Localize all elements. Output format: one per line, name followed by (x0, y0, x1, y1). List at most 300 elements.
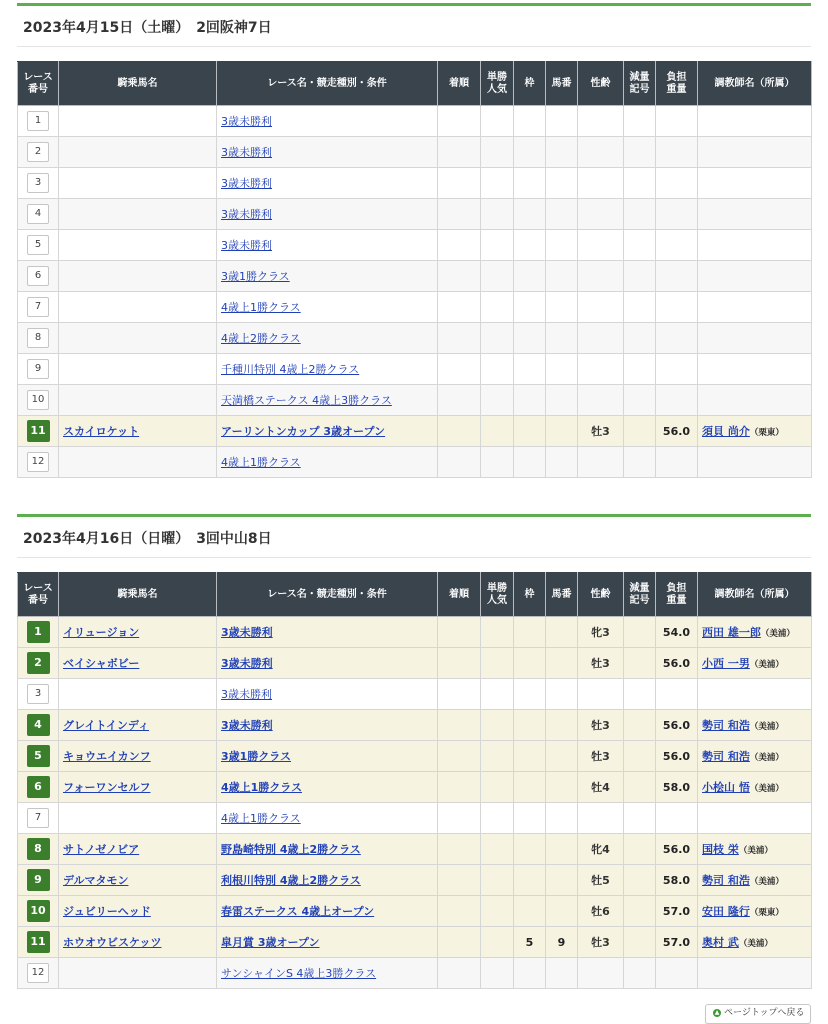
reduction-cell (624, 865, 656, 896)
day-section-1 (17, 3, 811, 47)
reduction-cell (624, 927, 656, 958)
reduction-cell (624, 168, 656, 199)
trainer-cell (698, 927, 812, 958)
race-number-badge: 2 (27, 142, 49, 162)
sex-age-cell (578, 803, 624, 834)
race-name-cell (217, 710, 438, 741)
weight-cell (656, 354, 698, 385)
trainer-link[interactable]: 小西 一男 (702, 657, 750, 670)
header-reduction: 減量 記号 (624, 573, 656, 617)
race-number-cell (18, 772, 59, 803)
race-number-cell (18, 292, 59, 323)
race-name-link[interactable]: 3歳未勝利 (221, 688, 272, 701)
race-name-cell (217, 385, 438, 416)
header-trainer: 調教師名（所属） (698, 573, 812, 617)
waku-cell (514, 834, 546, 865)
weight-cell (656, 168, 698, 199)
waku-cell (514, 230, 546, 261)
race-name-cell (217, 834, 438, 865)
waku-cell (514, 958, 546, 989)
header-sex-age: 性齢 (578, 573, 624, 617)
race-number-cell (18, 803, 59, 834)
race-name-link[interactable]: 春雷ステークス 4歳上オープン (221, 905, 375, 918)
popularity-cell (481, 137, 514, 168)
race-name-cell (217, 106, 438, 137)
popularity-cell (481, 648, 514, 679)
trainer-cell (698, 958, 812, 989)
weight-cell (656, 199, 698, 230)
race-name-link[interactable]: 天満橋ステークス 4歳上3勝クラス (221, 394, 392, 407)
race-number-cell (18, 323, 59, 354)
popularity-cell (481, 865, 514, 896)
waku-cell (514, 447, 546, 478)
header-race-name: レース名・競走種別・条件 (217, 62, 438, 106)
table-row (18, 106, 812, 137)
section-title: 2023年4月15日（土曜） 2回阪神7日 (17, 6, 811, 47)
trainer-affiliation: （美浦） (749, 722, 784, 732)
race-number-cell (18, 865, 59, 896)
header-sex-age: 性齢 (578, 62, 624, 106)
popularity-cell (481, 416, 514, 447)
table-row (18, 710, 812, 741)
popularity-cell (481, 679, 514, 710)
popularity-cell (481, 261, 514, 292)
race-number-badge: 6 (27, 266, 49, 286)
popularity-cell (481, 354, 514, 385)
umaban-cell: 9 (546, 927, 578, 958)
waku-cell (514, 168, 546, 199)
waku-cell (514, 648, 546, 679)
result-cell (438, 834, 481, 865)
waku-cell: 5 (514, 927, 546, 958)
trainer-cell (698, 447, 812, 478)
reduction-cell (624, 137, 656, 168)
table-row (18, 137, 812, 168)
reduction-cell (624, 261, 656, 292)
race-number-cell (18, 416, 59, 447)
reduction-cell (624, 292, 656, 323)
race-number-cell (18, 896, 59, 927)
race-number-cell (18, 354, 59, 385)
sex-age-cell: 牡3 (578, 927, 624, 958)
race-number-cell (18, 106, 59, 137)
header-umaban: 馬番 (546, 62, 578, 106)
horse-name-link[interactable]: イリュージョン (63, 626, 140, 639)
result-cell (438, 416, 481, 447)
popularity-cell (481, 741, 514, 772)
race-number-badge: 12 (27, 963, 49, 983)
umaban-cell (546, 354, 578, 385)
reduction-cell (624, 679, 656, 710)
horse-name-cell (59, 137, 217, 168)
result-cell (438, 292, 481, 323)
race-number-cell (18, 648, 59, 679)
horse-name-cell (59, 447, 217, 478)
race-name-cell (217, 896, 438, 927)
race-number-badge: 10 (27, 900, 50, 922)
weight-cell (656, 447, 698, 478)
reduction-cell (624, 416, 656, 447)
horse-name-cell (59, 106, 217, 137)
horse-name-cell (59, 354, 217, 385)
race-name-cell (217, 772, 438, 803)
arrow-up-icon: ▲ (714, 1008, 720, 1016)
weight-cell: 56.0 (656, 741, 698, 772)
weight-cell (656, 230, 698, 261)
table-row (18, 772, 812, 803)
trainer-link[interactable]: 国枝 栄 (702, 843, 739, 856)
header-popularity: 単勝 人気 (481, 573, 514, 617)
waku-cell (514, 292, 546, 323)
reduction-cell (624, 896, 656, 927)
trainer-link[interactable]: 勢司 和浩 (702, 719, 750, 732)
umaban-cell (546, 679, 578, 710)
header-horse: 騎乗馬名 (59, 573, 217, 617)
horse-name-cell (59, 896, 217, 927)
race-number-badge: 7 (27, 808, 49, 828)
result-cell (438, 865, 481, 896)
horse-name-cell (59, 865, 217, 896)
race-number-badge: 11 (27, 931, 50, 953)
trainer-cell (698, 772, 812, 803)
trainer-cell (698, 385, 812, 416)
race-number-badge: 10 (27, 390, 49, 410)
umaban-cell (546, 648, 578, 679)
table-row (18, 617, 812, 648)
header-popularity: 単勝 人気 (481, 62, 514, 106)
sex-age-cell: 牡5 (578, 865, 624, 896)
race-number-badge: 3 (27, 173, 49, 193)
header-result: 着順 (438, 573, 481, 617)
sex-age-cell: 牡6 (578, 896, 624, 927)
umaban-cell (546, 896, 578, 927)
reduction-cell (624, 741, 656, 772)
reduction-cell (624, 803, 656, 834)
race-name-link[interactable]: 3歳1勝クラス (221, 270, 290, 283)
horse-name-cell (59, 958, 217, 989)
waku-cell (514, 679, 546, 710)
trainer-link[interactable]: 安田 隆行 (702, 905, 750, 918)
trainer-affiliation: （美浦） (749, 753, 784, 763)
umaban-cell (546, 447, 578, 478)
waku-cell (514, 385, 546, 416)
race-name-link[interactable]: アーリントンカップ 3歳オープン (221, 425, 386, 438)
horse-name-link[interactable]: ジュビリーヘッド (63, 905, 151, 918)
race-number-badge: 9 (27, 869, 50, 891)
sex-age-cell (578, 261, 624, 292)
trainer-cell (698, 354, 812, 385)
header-race-num: レース 番号 (18, 573, 59, 617)
race-number-badge: 12 (27, 452, 49, 472)
race-name-link[interactable]: 4歳上2勝クラス (221, 332, 301, 345)
reduction-cell (624, 834, 656, 865)
race-name-link[interactable]: 3歳未勝利 (221, 115, 272, 128)
header-waku: 枠 (514, 573, 546, 617)
result-cell (438, 772, 481, 803)
popularity-cell (481, 772, 514, 803)
race-number-cell (18, 261, 59, 292)
sex-age-cell: 牝4 (578, 834, 624, 865)
umaban-cell (546, 803, 578, 834)
popularity-cell (481, 199, 514, 230)
weight-cell (656, 323, 698, 354)
result-cell (438, 710, 481, 741)
race-name-link[interactable]: 4歳上1勝クラス (221, 812, 301, 825)
waku-cell (514, 261, 546, 292)
trainer-cell (698, 617, 812, 648)
umaban-cell (546, 106, 578, 137)
table-row (18, 648, 812, 679)
table-row (18, 416, 812, 447)
sex-age-cell (578, 679, 624, 710)
umaban-cell (546, 865, 578, 896)
race-number-cell (18, 617, 59, 648)
header-weight: 負担 重量 (656, 62, 698, 106)
popularity-cell (481, 803, 514, 834)
sex-age-cell (578, 385, 624, 416)
result-cell (438, 385, 481, 416)
race-name-cell (217, 741, 438, 772)
horse-name-cell (59, 648, 217, 679)
race-name-cell (217, 679, 438, 710)
horse-name-link[interactable]: ベイシャボビー (63, 657, 140, 670)
horse-name-link[interactable]: グレイトインディ (63, 719, 150, 732)
sex-age-cell (578, 447, 624, 478)
horse-name-link[interactable]: フォーワンセルフ (63, 781, 151, 794)
race-name-cell (217, 261, 438, 292)
race-number-cell (18, 447, 59, 478)
trainer-cell (698, 834, 812, 865)
sex-age-cell: 牝3 (578, 617, 624, 648)
table-row (18, 896, 812, 927)
popularity-cell (481, 447, 514, 478)
trainer-cell (698, 865, 812, 896)
weight-cell (656, 261, 698, 292)
horse-name-cell (59, 385, 217, 416)
trainer-cell (698, 323, 812, 354)
result-cell (438, 741, 481, 772)
trainer-affiliation: （栗東） (749, 428, 784, 438)
horse-name-link[interactable]: サトノゼノビア (63, 843, 140, 856)
race-number-cell (18, 385, 59, 416)
sex-age-cell (578, 106, 624, 137)
trainer-link[interactable]: 勢司 和浩 (702, 874, 750, 887)
waku-cell (514, 772, 546, 803)
race-number-cell (18, 741, 59, 772)
popularity-cell (481, 385, 514, 416)
table-row (18, 803, 812, 834)
race-name-link[interactable]: 3歳未勝利 (221, 146, 272, 159)
trainer-cell (698, 710, 812, 741)
race-name-cell (217, 927, 438, 958)
race-number-badge: 8 (27, 328, 49, 348)
race-name-link[interactable]: 3歳未勝利 (221, 626, 273, 639)
result-cell (438, 896, 481, 927)
horse-name-cell (59, 772, 217, 803)
horse-name-link[interactable]: ホウオウビスケッツ (63, 936, 162, 949)
waku-cell (514, 896, 546, 927)
sex-age-cell (578, 199, 624, 230)
horse-name-cell (59, 261, 217, 292)
umaban-cell (546, 416, 578, 447)
reduction-cell (624, 199, 656, 230)
result-cell (438, 106, 481, 137)
trainer-cell (698, 261, 812, 292)
sex-age-cell (578, 354, 624, 385)
race-number-badge: 4 (27, 714, 50, 736)
race-name-link[interactable]: 野島崎特別 4歳上2勝クラス (221, 843, 361, 856)
horse-name-link[interactable]: デルマタモン (63, 874, 129, 887)
race-number-cell (18, 199, 59, 230)
race-name-link[interactable]: 皐月賞 3歳オープン (221, 936, 320, 949)
popularity-cell (481, 710, 514, 741)
trainer-link[interactable]: 西田 雄一郎 (702, 626, 761, 639)
waku-cell (514, 354, 546, 385)
table-row (18, 865, 812, 896)
race-number-badge: 8 (27, 838, 50, 860)
trainer-link[interactable]: 奥村 武 (702, 936, 739, 949)
result-cell (438, 648, 481, 679)
popularity-cell (481, 958, 514, 989)
race-name-link[interactable]: 千種川特別 4歳上2勝クラス (221, 363, 360, 376)
race-number-cell (18, 834, 59, 865)
horse-name-cell (59, 323, 217, 354)
page-top-button[interactable] (705, 1004, 811, 1024)
weight-cell (656, 679, 698, 710)
horse-name-link[interactable]: スカイロケット (63, 425, 140, 438)
race-name-link[interactable]: 3歳未勝利 (221, 719, 273, 732)
waku-cell (514, 323, 546, 354)
header-umaban: 馬番 (546, 573, 578, 617)
popularity-cell (481, 323, 514, 354)
waku-cell (514, 803, 546, 834)
table-row (18, 354, 812, 385)
umaban-cell (546, 710, 578, 741)
horse-name-cell (59, 416, 217, 447)
race-number-cell (18, 710, 59, 741)
trainer-link[interactable]: 小桧山 悟 (702, 781, 750, 794)
result-cell (438, 803, 481, 834)
race-name-cell (217, 199, 438, 230)
trainer-cell (698, 168, 812, 199)
race-name-cell (217, 230, 438, 261)
race-name-cell (217, 416, 438, 447)
trainer-cell (698, 416, 812, 447)
sex-age-cell (578, 323, 624, 354)
race-name-link[interactable]: 3歳未勝利 (221, 208, 272, 221)
umaban-cell (546, 617, 578, 648)
race-name-link[interactable]: 3歳未勝利 (221, 657, 273, 670)
race-number-cell (18, 958, 59, 989)
trainer-cell (698, 896, 812, 927)
race-name-cell (217, 292, 438, 323)
race-table-day1 (17, 61, 812, 478)
race-name-link[interactable]: 4歳上1勝クラス (221, 301, 301, 314)
trainer-cell (698, 679, 812, 710)
waku-cell (514, 416, 546, 447)
trainer-affiliation: （美浦） (749, 784, 784, 794)
header-race-name: レース名・競走種別・条件 (217, 573, 438, 617)
trainer-affiliation: （美浦） (749, 660, 784, 670)
table-row (18, 292, 812, 323)
race-name-link[interactable]: 3歳1勝クラス (221, 750, 291, 763)
trainer-cell (698, 292, 812, 323)
umaban-cell (546, 230, 578, 261)
weight-cell: 57.0 (656, 927, 698, 958)
race-name-link[interactable]: 利根川特別 4歳上2勝クラス (221, 874, 361, 887)
popularity-cell (481, 834, 514, 865)
race-number-cell (18, 679, 59, 710)
header-horse: 騎乗馬名 (59, 62, 217, 106)
weight-cell (656, 803, 698, 834)
popularity-cell (481, 617, 514, 648)
race-name-cell (217, 354, 438, 385)
trainer-link[interactable]: 須貝 尚介 (702, 425, 750, 438)
race-number-cell (18, 137, 59, 168)
result-cell (438, 168, 481, 199)
weight-cell: 56.0 (656, 834, 698, 865)
page-top-label: ページトップへ戻る (724, 1008, 805, 1018)
reduction-cell (624, 230, 656, 261)
weight-cell (656, 385, 698, 416)
trainer-affiliation: （美浦） (760, 629, 795, 639)
reduction-cell (624, 354, 656, 385)
race-name-link[interactable]: 4歳上1勝クラス (221, 456, 301, 469)
umaban-cell (546, 772, 578, 803)
race-name-link[interactable]: 4歳上1勝クラス (221, 781, 302, 794)
reduction-cell (624, 958, 656, 989)
table-row (18, 323, 812, 354)
table-row (18, 230, 812, 261)
table-row (18, 261, 812, 292)
race-table-day2 (17, 572, 812, 989)
trainer-affiliation: （美浦） (749, 877, 784, 887)
trainer-link[interactable]: 勢司 和浩 (702, 750, 750, 763)
weight-cell: 57.0 (656, 896, 698, 927)
weight-cell (656, 137, 698, 168)
sex-age-cell (578, 168, 624, 199)
waku-cell (514, 710, 546, 741)
umaban-cell (546, 261, 578, 292)
sex-age-cell: 牡4 (578, 772, 624, 803)
header-result: 着順 (438, 62, 481, 106)
trainer-affiliation: （栗東） (749, 908, 784, 918)
race-name-cell (217, 323, 438, 354)
reduction-cell (624, 106, 656, 137)
horse-name-link[interactable]: キョウエイカンフ (63, 750, 151, 763)
race-number-badge: 2 (27, 652, 50, 674)
trainer-cell (698, 741, 812, 772)
sex-age-cell: 牡3 (578, 648, 624, 679)
result-cell (438, 199, 481, 230)
race-name-link[interactable]: サンシャインS 4歳上3勝クラス (221, 967, 377, 980)
umaban-cell (546, 385, 578, 416)
race-number-cell (18, 927, 59, 958)
umaban-cell (546, 292, 578, 323)
popularity-cell (481, 106, 514, 137)
table-row (18, 385, 812, 416)
waku-cell (514, 617, 546, 648)
weight-cell: 56.0 (656, 648, 698, 679)
header-trainer: 調教師名（所属） (698, 62, 812, 106)
weight-cell (656, 106, 698, 137)
race-name-link[interactable]: 3歳未勝利 (221, 239, 272, 252)
trainer-affiliation: （美浦） (738, 939, 773, 949)
result-cell (438, 927, 481, 958)
race-number-badge: 5 (27, 235, 49, 255)
horse-name-cell (59, 710, 217, 741)
race-name-link[interactable]: 3歳未勝利 (221, 177, 272, 190)
